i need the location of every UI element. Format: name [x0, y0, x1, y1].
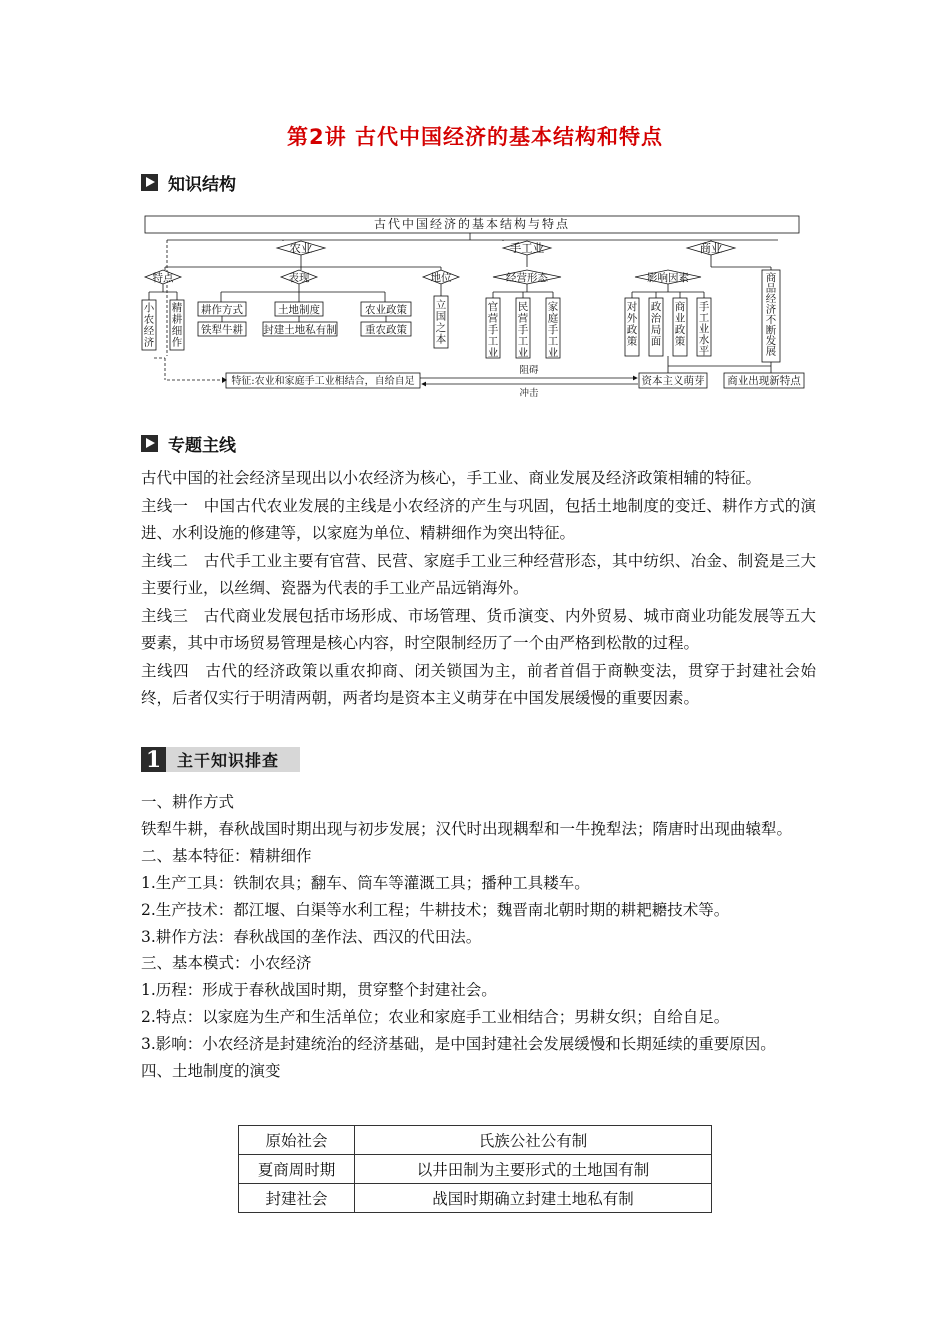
content-line: 四、土地制度的演变 — [141, 1062, 281, 1081]
play-triangle-icon — [141, 174, 158, 191]
knowledge-content — [141, 789, 819, 1085]
node-hc-forms: 经营形态 — [506, 272, 548, 284]
node-commerce: 商业 — [699, 241, 723, 255]
content-line: 1.生产工具：铁制农具；翻车、筒车等灌溉工具；播种工具耧车。 — [141, 873, 590, 892]
table-cell: 氏族公社公有制 — [355, 1126, 712, 1155]
section-title: 知识结构 — [168, 174, 236, 195]
node-gov-handicraft: 官营手工业 — [487, 301, 499, 359]
section-title: 专题主线 — [168, 435, 236, 456]
node-cm-new: 商业出现新特点 — [727, 375, 801, 387]
table-row — [239, 1184, 712, 1213]
paragraph: 主线二 古代手工业主要有官营、民营、家庭手工业三种经营形态，其中纺织、冶金、制瓷是三大主要行业，以丝绸、瓷器为代表的手工业产品远销海外。 — [141, 551, 816, 597]
content-line: 二、基本特征：精耕细作 — [141, 846, 312, 865]
content-line: 一、耕作方式 — [141, 793, 235, 811]
paragraph: 主线一 中国古代农业发展的主线是小农经济的产生与巩固，包括土地制度的变迁、耕作方式的演进、水利设施的修建等，以家庭为单位、精耕细作为突出特征。 — [141, 496, 816, 542]
table-cell: 夏商周时期 — [239, 1155, 355, 1184]
node-land-system: 土地制度 — [278, 304, 320, 316]
table-row — [239, 1126, 712, 1155]
node-political-situation: 政治局面 — [650, 301, 662, 348]
section-title: 主干知识排查 — [177, 751, 280, 770]
node-feature-box: 特征:农业和家庭手工业相结合，自给自足 — [231, 376, 415, 387]
section-header-structure — [141, 171, 236, 193]
node-feudal-land: 封建土地私有制 — [263, 324, 337, 336]
label-hinder: 阻碍 — [519, 365, 539, 376]
knowledge-structure-diagram — [141, 208, 811, 403]
node-features: 特点 — [152, 272, 174, 284]
node-small-peasant: 小农经济 — [143, 302, 155, 349]
diagram-root: 古代中国经济的基本结构与特点 — [373, 217, 571, 231]
node-commodity-economy: 商品经济不断发展 — [765, 272, 777, 358]
table-cell: 战国时期确立封建土地私有制 — [355, 1184, 712, 1213]
mainline-text — [141, 465, 816, 713]
node-agriculture: 农业 — [289, 241, 313, 255]
section-number: 1 — [141, 747, 166, 772]
node-family-handicraft: 家庭手工业 — [547, 301, 559, 359]
content-line: 1.历程：形成于春秋战国时期，贯穿整个封建社会。 — [141, 981, 497, 1000]
node-farming-method: 耕作方式 — [201, 304, 243, 316]
node-iron-plough: 铁犁牛耕 — [201, 324, 243, 336]
page-title: 第2讲 古代中国经济的基本结构和特点 — [287, 125, 663, 149]
section-banner — [141, 747, 300, 772]
node-handicraft: 手工业 — [509, 241, 545, 255]
section-header-mainline — [141, 432, 236, 454]
table-cell: 以井田制为主要形式的土地国有制 — [355, 1155, 712, 1184]
content-line: 2.特点：以家庭为生产和生活单位；农业和家庭手工业相结合；男耕女织；自给自足。 — [141, 1008, 730, 1027]
node-emphasize-ag: 重农政策 — [365, 324, 407, 336]
node-handicraft-level: 手工业水平 — [698, 301, 710, 357]
content-line: 3.影响：小农经济是封建统治的经济基础，是中国封建社会发展缓慢和长期延续的重要原因。 — [141, 1035, 776, 1054]
label-impact: 冲击 — [519, 388, 539, 399]
node-intensive: 精耕细作 — [171, 302, 183, 349]
land-system-table — [238, 1125, 712, 1213]
content-line: 三、基本模式：小农经济 — [141, 954, 312, 973]
node-manifest: 表现 — [288, 272, 310, 284]
content-line: 3.耕作方法：春秋战国的垄作法、西汉的代田法。 — [141, 927, 482, 946]
paragraph: 主线四 古代的经济政策以重农抑商、闭关锁国为主，前者首倡于商鞅变法，贯穿于封建社会始终，后者仅实行于明清两朝，两者均是资本主义萌芽在中国发展缓慢的重要因素。 — [141, 661, 816, 707]
paragraph: 古代中国的社会经济呈现出以小农经济为核心，手工业、商业发展及经济政策相辅的特征。 — [141, 469, 762, 487]
content-line: 2.生产技术：都江堰、白渠等水利工程；牛耕技术；魏晋南北朝时期的耕耙耱技术等。 — [141, 900, 730, 919]
node-private-handicraft: 民营手工业 — [517, 301, 529, 359]
table-cell: 封建社会 — [239, 1184, 355, 1213]
node-commerce-policy: 商业政策 — [674, 301, 686, 348]
node-foreign-policy: 对外政策 — [626, 301, 638, 348]
node-foundation: 立国之本 — [435, 299, 447, 346]
paragraph: 主线三 古代商业发展包括市场形成、市场管理、货币演变、内外贸易、城市商业功能发展等五大要素，其中市场贸易管理是核心内容，时空限制经历了一个由严格到松散的过程。 — [141, 606, 816, 652]
node-status: 地位 — [430, 272, 452, 284]
node-sprouts: 资本主义萌芽 — [641, 375, 705, 387]
content-line: 铁犁牛耕，春秋战国时期出现与初步发展；汉代时出现耦犁和一牛挽犁法；隋唐时出现曲辕犁。 — [141, 819, 793, 838]
table-cell: 原始社会 — [239, 1126, 355, 1155]
play-triangle-icon — [141, 435, 158, 452]
node-cm-factors: 影响因素 — [647, 272, 689, 284]
node-ag-policy: 农业政策 — [365, 304, 407, 316]
table-row — [239, 1155, 712, 1184]
